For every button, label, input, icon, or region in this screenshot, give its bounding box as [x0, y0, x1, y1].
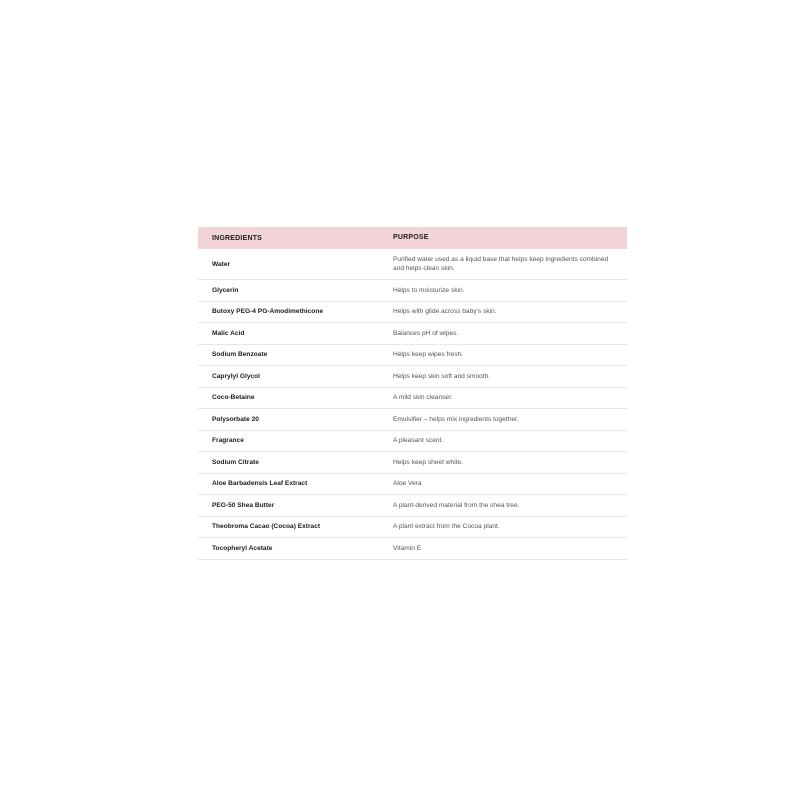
table-row: [198, 366, 627, 388]
ingredient-name: Glycerin: [198, 280, 393, 302]
ingredient-name: Sodium Citrate: [198, 452, 393, 474]
ingredient-name: Theobroma Cacao (Cocoa) Extract: [198, 516, 393, 538]
table-row: [198, 344, 627, 366]
ingredient-purpose: Emulsifier – helps mix ingredients together.: [393, 409, 627, 431]
ingredient-purpose: Helps keep sheet white.: [393, 452, 627, 474]
ingredient-name: Polysorbate 20: [198, 409, 393, 431]
ingredient-purpose: A mild skin cleanser.: [393, 387, 627, 409]
ingredient-purpose: Balances pH of wipes.: [393, 323, 627, 345]
ingredient-purpose: Helps keep wipes fresh.: [393, 344, 627, 366]
ingredient-name: Water: [198, 249, 393, 280]
ingredient-name: PEG-50 Shea Butter: [198, 495, 393, 517]
table-row: [198, 280, 627, 302]
table-row: [198, 430, 627, 452]
table-row: [198, 538, 627, 560]
ingredient-purpose: A pleasant scent.: [393, 430, 627, 452]
table-row: [198, 301, 627, 323]
table-row: [198, 495, 627, 517]
table-row: [198, 452, 627, 474]
ingredients-column-header: INGREDIENTS: [212, 234, 263, 242]
ingredient-name: Butoxy PEG-4 PG-Amodimethicone: [198, 301, 393, 323]
table-row: [198, 249, 627, 280]
ingredient-purpose: Purified water used as a liquid base that helps keep ingredients combined and helps clean skin.: [393, 249, 627, 280]
ingredient-purpose: Helps to moisturize skin.: [393, 280, 627, 302]
ingredient-name: Fragrance: [198, 430, 393, 452]
table-row: [198, 409, 627, 431]
ingredient-name: Aloe Barbadensis Leaf Extract: [198, 473, 393, 495]
ingredient-purpose: Helps keep skin soft and smooth.: [393, 366, 627, 388]
purpose-column-header: PURPOSE: [393, 234, 429, 242]
table-header-row: [198, 227, 627, 249]
ingredient-name: Malic Acid: [198, 323, 393, 345]
ingredient-name: Sodium Benzoate: [198, 344, 393, 366]
ingredient-purpose: A plant extract from the Cocoa plant.: [393, 516, 627, 538]
table-row: [198, 387, 627, 409]
ingredient-name: Tocopheryl Acetate: [198, 538, 393, 560]
table-row: [198, 516, 627, 538]
ingredient-purpose: Aloe Vera: [393, 473, 627, 495]
ingredient-name: Caprylyl Glycol: [198, 366, 393, 388]
ingredient-purpose: Helps with glide across baby's skin.: [393, 301, 627, 323]
table-row: [198, 473, 627, 495]
table-row: [198, 323, 627, 345]
ingredient-name: Coco-Betaine: [198, 387, 393, 409]
ingredient-purpose: Vitamin E: [393, 538, 627, 560]
ingredient-purpose: A plant-derived material from the shea tree.: [393, 495, 627, 517]
ingredients-table: [198, 227, 627, 560]
